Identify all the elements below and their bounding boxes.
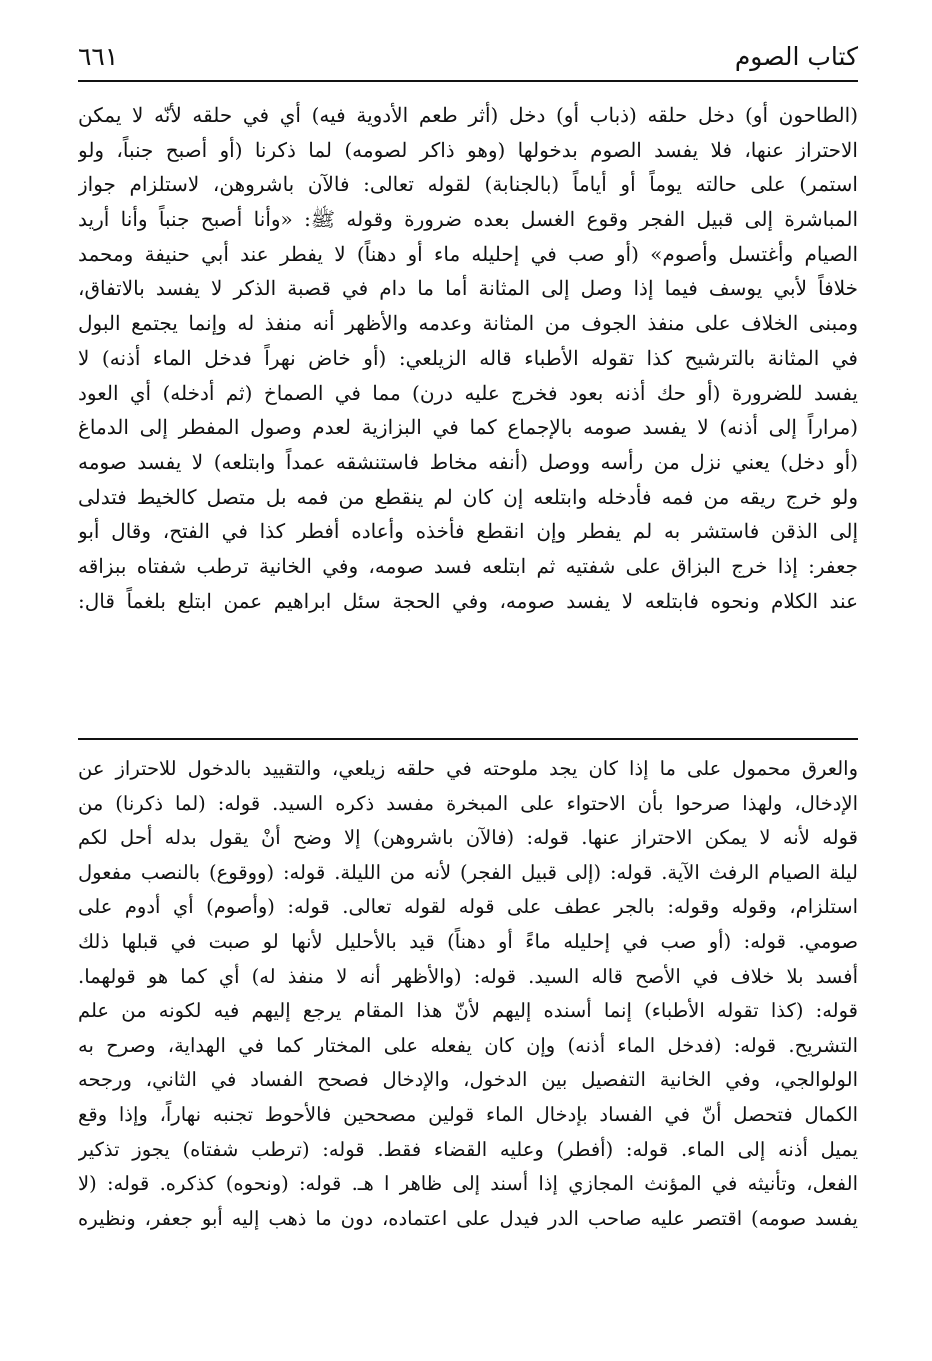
footnote-line: التشريح. قوله: (فدخل الماء أذنه) وإن كان يفعله على المختار كما في الهداية، وصرح به [78,1033,858,1057]
main-line: الاحتراز عنها، فلا يفسد الصوم بدخولها (وهو ذاكر لصومه) لما ذكرنا (أو أصبح جنباً، ولو [78,137,858,162]
main-line: خلافاً لأبي يوسف فيما إذا وصل إلى المثانة أما ما دام في قصبة الذكر لا يفسد بالاتفاق، [78,276,858,301]
main-line: في المثانة بالترشيح كذا تقوله الأطباء قاله الزيلعي: (أو خاض نهراً فدخل الماء أذنه) لا [78,345,858,370]
footnote-line: الولوالجي، وفي الخانية التفصيل بين الدخول، والإدخال فصحح الفساد في الثاني، ورجحه [78,1068,858,1092]
main-line: إلى الذقن فاستشر به لم يفطر وإن انقطع فأخذه وأعاده أفطر كذا في الفتح، وقال أبو [78,519,858,544]
main-line: (مراراً إلى أذنه) لا يفسد صومه بالإجماع كما في البزازية لعدم وصول المفطر إلى الدماغ [78,415,858,440]
main-line: (أو دخل) يعني نزل من رأسه ووصل (أنفه مخاط فاستنشقه عمداً وابتلعه) لا يفسد صومه [78,449,858,474]
page-number: ٦٦١ [78,42,119,71]
main-line: المباشرة إلى قبيل الفجر وقوع الغسل بعده ضرورة وقوله ﷺ: «وأنا أصبح جنباً وأنا أريد [78,207,858,232]
main-line: عند الكلام ونحوه فابتلعه لا يفسد صومه، وفي الحجة سئل ابراهيم عمن ابتلع بلغماً قال: [78,588,858,613]
footnote-line: الكمال فتحصل أنّ في الفساد بإدخال الماء قولين مصححين فالأحوط تجنبه نهاراً، وإذا وقع [78,1102,858,1126]
main-line: يفسد للضرورة (أو حك أذنه بعود فخرج عليه درن) مما في الصماخ (ثم أدخله) أي العود [78,380,858,405]
main-line: جعفر: إذا خرج البزاق على شفتيه ثم ابتلعه فسد صومه، وفي الخانية ترطب شفتاه ببزاقه [78,553,858,578]
footnote-line: الإدخال، ولهذا صرحوا بأن الاحتواء على المبخرة مفسد ذكره السيد. قوله: (لما ذكرنا) من [78,791,858,815]
footnote-line: يفسد صومه) اقتصر عليه صاحب الدر فيدل على اعتماده، دون ما ذهب إليه أبو جعفر، ونظيره [78,1206,858,1230]
footnote-line: والعرق محمول على ما إذا كان يجد ملوحته في حلقه زيلعي، والتقييد بالدخول للاحتراز عن [78,757,858,780]
main-line: (الطاحون أو) دخل حلقه (ذباب أو) دخل (أثر طعم الأدوية فيه) أي في حلقه لأنّه لا يمكن [78,103,858,127]
footnote-line: أفسد بلا خلاف في الأصح قاله السيد. قوله: (والأظهر أنه لا منفذ له) أي كما هو قولهما. [78,964,858,988]
footnote-line: قوله لأنه لا يمكن الاحتراز عنها. قوله: (فالآن باشروهن) إلا وضح أنْ يقول بدله أحل لكم [78,826,858,850]
main-line: الصيام وأغتسل وأصوم» (أو صب في إحليله ماء أو دهناً) لا يفطر عند أبي حنيفة ومحمد [78,241,858,266]
footnote-divider [78,738,858,740]
footnote-line: يميل أذنه إلى الماء. قوله: (أفطر) وعليه القضاء فقط. قوله: (ترطب شفتاه) يجوز تذكير [78,1137,858,1161]
footnote-line: صومي. قوله: (أو صب في إحليله ماءً أو دهناً) قيد بالأحليل لأنها لو صبت في قبلها ذلك [78,929,858,953]
main-text [78,98,858,724]
main-line: استمر) على حالته يوماً أو أياماً (بالجنابة) لقوله تعالى: فالآن باشروهن، لاستلزام جواز [78,172,858,197]
page-header [78,40,858,82]
footnote-line: قوله: (كذا تقوله الأطباء) إنما أسنده إليهم لأنّ هذا المقام يرجع إليهم فيه لكونه من علم [78,999,858,1023]
footnote-text [78,752,858,1327]
footnote-line: ليلة الصيام الرفث الآية. قوله: (إلى قبيل الفجر) لأنه من الليلة. قوله: (ووقوع) بالنصب مفعول [78,860,858,884]
footnote-line: الفعل، وتأنيثه في المؤنث المجازي إذا أسند إلى ظاهر ا هـ. قوله: (ونحوه) كذكره. قوله: (لا [78,1172,858,1196]
footnote-line: استلزام، وقوله وقوله: بالجر عطف على قوله لقوله تعالى. قوله: (وأصوم) أي أدوم على [78,895,858,919]
main-line: ومبنى الخلاف على منفذ الجوف من المثانة وعدمه والأظهر أنه منفذ له وإنما يجتمع البول [78,311,858,336]
running-title: كتاب الصوم [734,42,858,71]
main-line: ولو خرج ريقه من فمه فأدخله وابتلعه إن كان لم ينقطع من فمه بل متصل كالخيط فتدلى [78,484,858,509]
